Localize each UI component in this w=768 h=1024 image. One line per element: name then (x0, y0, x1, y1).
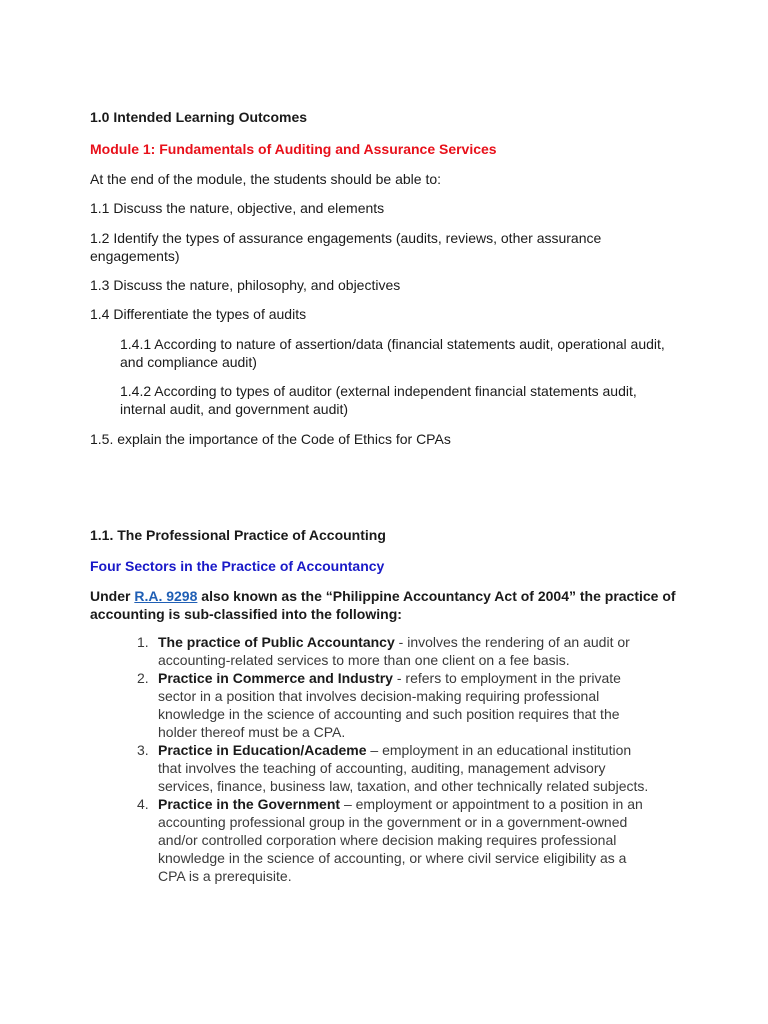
practice-lead (90, 587, 680, 623)
outcome-item: 1.2 Identify the types of assurance engagements (audits, reviews, other assurance engagements) (90, 230, 602, 264)
list-item (137, 795, 657, 885)
ra-9298-link[interactable]: R.A. 9298 (134, 588, 198, 604)
sector-desc: - refers to employment in the private sector in a position that involves decision-making requiring professional knowledge in the science of accounting and such position requires that the holder thereof must be a CPA. (158, 670, 621, 740)
list-item (137, 741, 657, 795)
sector-desc: – employment or appointment to a position in an accounting professional group in the government or in a government-owned and/or controlled corporation where decision making requires professional knowledge in the science of accounting, or where civil service eligibility as a CPA is a prerequisite. (158, 796, 643, 884)
list-number: 4. (137, 796, 149, 812)
sector-desc: – employment in an educational institution that involves the teaching of accounting, auditing, management advisory services, finance, business law, taxation, and other technically related subjects. (158, 742, 649, 794)
outcome-item: 1.4 Differentiate the types of audits (90, 306, 307, 322)
list-item (137, 633, 657, 669)
sector-term: Practice in Education/Academe (158, 742, 367, 758)
outcomes-heading: 1.0 Intended Learning Outcomes (90, 109, 308, 125)
practice-heading: 1.1. The Professional Practice of Accounting (90, 527, 386, 543)
sector-desc: - involves the rendering of an audit or accounting-related services to more than one client on a fee basis. (158, 634, 630, 668)
sectors-list (137, 633, 657, 885)
practice-lead-before: Under (90, 588, 135, 604)
outcome-item: 1.5. explain the importance of the Code of Ethics for CPAs (90, 431, 451, 447)
outcome-item: 1.1 Discuss the nature, objective, and elements (90, 200, 385, 216)
outcome-subitem: 1.4.2 According to types of auditor (external independent financial statements audit, internal audit, and government audit) (120, 383, 637, 417)
sector-term: Practice in the Government (158, 796, 341, 812)
outcome-item: 1.3 Discuss the nature, philosophy, and objectives (90, 277, 401, 293)
practice-subheading: Four Sectors in the Practice of Accountancy (90, 558, 385, 574)
list-number: 3. (137, 742, 149, 758)
sector-term: The practice of Public Accountancy (158, 634, 395, 650)
sector-term: Practice in Commerce and Industry (158, 670, 393, 686)
module-title: Module 1: Fundamentals of Auditing and Assurance Services (90, 141, 497, 157)
list-item (137, 669, 657, 741)
outcome-subitem: 1.4.1 According to nature of assertion/data (financial statements audit, operational audit, and compliance audit) (120, 336, 665, 370)
practice-lead-after: also known as the “Philippine Accountancy Act of 2004” the practice of accounting is sub-classified into the following: (90, 588, 676, 622)
list-number: 2. (137, 670, 149, 686)
list-number: 1. (137, 634, 149, 650)
outcomes-intro: At the end of the module, the students should be able to: (90, 171, 442, 187)
